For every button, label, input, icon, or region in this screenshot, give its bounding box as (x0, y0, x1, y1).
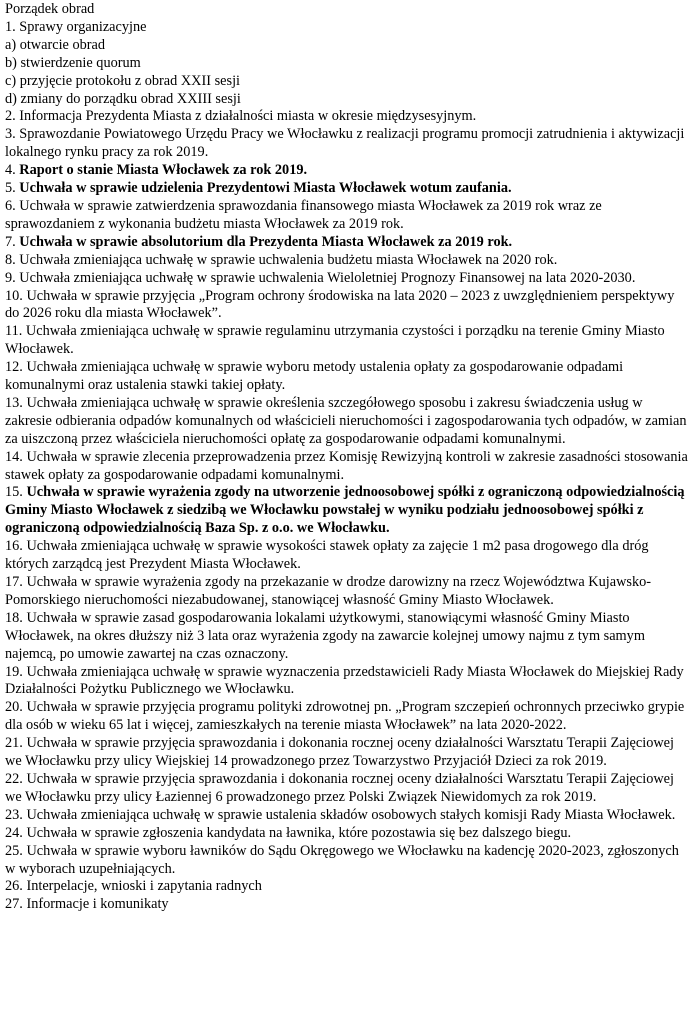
agenda-list (5, 19, 690, 914)
agenda-item (5, 73, 690, 91)
agenda-item-number: 3. (5, 126, 20, 143)
agenda-item-text: przyjęcie protokołu z obrad XXII sesji (19, 72, 241, 89)
agenda-item (5, 807, 690, 825)
agenda-item-number: 20. (5, 699, 27, 716)
agenda-item-number: d) (5, 90, 21, 107)
agenda-item-text: zmiany do porządku obrad XXIII sesji (20, 90, 241, 107)
agenda-item (5, 395, 690, 449)
agenda-item-number: 8. (5, 251, 20, 268)
agenda-item (5, 180, 690, 198)
agenda-item-text: Uchwała w sprawie zatwierdzenia sprawozdania finansowego miasta Włocławek za 2019 rok wraz ze sprawozdaniem z wykonania budżetu miasta Włocławek za 2019 rok. (5, 197, 602, 232)
agenda-item-text: Uchwała w sprawie absolutorium dla Prezydenta Miasta Włocławek za 2019 rok. (19, 233, 513, 250)
agenda-item (5, 878, 690, 896)
agenda-item (5, 825, 690, 843)
agenda-item-text: Sprawy organizacyjne (19, 18, 147, 35)
agenda-item-number: 7. (5, 233, 20, 250)
agenda-item-text: Uchwała zmieniająca uchwałę w sprawie uchwalenia budżetu miasta Włocławek na 2020 rok. (19, 251, 558, 268)
agenda-item (5, 484, 690, 538)
agenda-item-number: 12. (5, 359, 27, 376)
agenda-item (5, 108, 690, 126)
agenda-item (5, 162, 690, 180)
agenda-item (5, 664, 690, 700)
agenda-item (5, 323, 690, 359)
agenda-item-text: Uchwała w sprawie przyjęcia sprawozdania i dokonania rocznej oceny działalności Warsztatu Terapii Zajęciowej we Włocławku przy ulicy Łaziennej 6 prowadzonego przez Polski Związek Niewidomych za rok 2019. (5, 770, 675, 805)
agenda-item-text: Sprawozdanie Powiatowego Urzędu Pracy we Włocławku z realizacji programu promocji zatrudnienia i aktywizacji lokalnego rynku pracy za rok 2019. (5, 126, 685, 161)
agenda-item-text: Uchwała w sprawie zgłoszenia kandydata na ławnika, które pozostawia się bez dalszego biegu. (26, 824, 572, 841)
agenda-item-number: 11. (5, 323, 26, 340)
agenda-item-text: Uchwała zmieniająca uchwałę w sprawie regulaminu utrzymania czystości i porządku na terenie Gminy Miasto Włocławek. (5, 323, 665, 358)
agenda-item (5, 19, 690, 37)
agenda-item (5, 37, 690, 55)
agenda-item (5, 198, 690, 234)
agenda-item-text: Uchwała w sprawie zasad gospodarowania lokalami użytkowymi, stanowiącymi własność Gminy Miasto Włocławek, na okres dłuższy niż 3 lata oraz wyrażenia zgody na zawarcie kolejnej umowy najmu z tym samym najemcą, po umowie zawartej na czas oznaczony. (5, 609, 645, 662)
agenda-item-number: 15. (5, 484, 27, 501)
agenda-item (5, 126, 690, 162)
agenda-item (5, 843, 690, 879)
agenda-item-text: Informacja Prezydenta Miasta z działalności miasta w okresie międzysesyjnym. (19, 108, 477, 125)
agenda-item-number: 23. (5, 806, 27, 823)
agenda-item-text: Uchwała w sprawie przyjęcia programu polityki zdrowotnej pn. „Program szczepień ochronnych przeciwko grypie dla osób w wieku 65 lat i więcej, zamieszkałych na terenie miasta Włocławek” na lata 2020-2022. (5, 699, 685, 734)
agenda-item-text: Uchwała zmieniająca uchwałę w sprawie wyboru metody ustalenia opłaty za gospodarowanie odpadami komunalnymi oraz ustalenia stawki takiej opłaty. (5, 359, 624, 394)
agenda-item-number: 24. (5, 824, 27, 841)
agenda-item (5, 55, 690, 73)
agenda-item-number: 2. (5, 108, 20, 125)
agenda-item (5, 449, 690, 485)
agenda-item-number: b) (5, 54, 21, 71)
agenda-item (5, 252, 690, 270)
agenda-item-text: Interpelacje, wnioski i zapytania radnych (26, 878, 262, 895)
agenda-item-number: a) (5, 36, 20, 53)
agenda-item (5, 574, 690, 610)
agenda-item-number: 21. (5, 735, 27, 752)
agenda-item-text: Raport o stanie Miasta Włocławek za rok 2019. (19, 162, 308, 179)
agenda-item (5, 91, 690, 109)
agenda-item-number: 22. (5, 770, 27, 787)
agenda-item (5, 896, 690, 914)
agenda-item-number: 9. (5, 269, 20, 286)
agenda-item-number: 18. (5, 609, 27, 626)
agenda-item-text: Uchwała zmieniająca uchwałę w sprawie uchwalenia Wieloletniej Prognozy Finansowej na lata 2020-2030. (19, 269, 636, 286)
agenda-item-number: 14. (5, 448, 27, 465)
agenda-item-number: 27. (5, 896, 27, 913)
agenda-item-text: Uchwała w sprawie udzielenia Prezydentowi Miasta Włocławek wotum zaufania. (19, 180, 512, 197)
agenda-item (5, 699, 690, 735)
agenda-item-text: Informacje i komunikaty (26, 896, 169, 913)
agenda-item-number: 16. (5, 538, 27, 555)
agenda-item (5, 610, 690, 664)
agenda-item-text: Uchwała w sprawie wyrażenia zgody na utworzenie jednoosobowej spółki z ograniczoną odpowiedzialnością Gminy Miasto Włocławek z siedzibą we Włocławku powstałej w wyniku podziału jednoosobowej spółki z ograniczoną odpowiedzialnością Baza Sp. z o.o. we Włocławku. (5, 484, 685, 537)
agenda-item-number: 5. (5, 180, 20, 197)
agenda-item-text: Uchwała w sprawie przyjęcia sprawozdania i dokonania rocznej oceny działalności Warsztatu Terapii Zajęciowej we Włocławku przy ulicy Wiejskiej 14 prowadzonego przez Towarzystwo Przyjaciół Dzieci za rok 2019. (5, 735, 675, 770)
agenda-item-text: Uchwała zmieniająca uchwałę w sprawie wyznaczenia przedstawicieli Rady Miasta Włocławek do Miejskiej Rady Działalności Pożytku Publicznego we Włocławku. (5, 663, 684, 698)
agenda-item-text: otwarcie obrad (19, 36, 106, 53)
agenda-item-number: 25. (5, 842, 27, 859)
agenda-item-number: 13. (5, 394, 27, 411)
agenda-item (5, 270, 690, 288)
agenda-item (5, 771, 690, 807)
agenda-item-text: Uchwała w sprawie przyjęcia „Program ochrony środowiska na lata 2020 – 2023 z uwzględnieniem perspektywy do 2026 roku dla miasta Włocławek”. (5, 287, 675, 322)
agenda-item-text: Uchwała zmieniająca uchwałę w sprawie określenia szczegółowego sposobu i zakresu świadczenia usług w zakresie odbierania odpadów komunalnych od właścicieli nieruchomości i zagospodarowania tych odpadów, w zamian za uiszczoną przez właściciela nieruchomości opłatę za gospodarowanie odpadami komunalnymi. (5, 394, 687, 447)
agenda-title: Porządek obrad (5, 1, 95, 17)
agenda-item-text: Uchwała zmieniająca uchwałę w sprawie ustalenia składów osobowych stałych komisji Rady Miasta Włocławek. (26, 806, 676, 823)
agenda-item-number: c) (5, 72, 20, 89)
agenda-item-number: 17. (5, 574, 27, 590)
agenda-item-text: Uchwała w sprawie wyrażenia zgody na przekazanie w drodze darowizny na rzecz Województwa Kujawsko-Pomorskiego nieruchomości niezabudowanej, stanowiącej własność Gminy Miasto Włocławek. (5, 574, 652, 608)
agenda-item-number: 6. (5, 197, 20, 214)
agenda-item (5, 538, 690, 574)
agenda-item (5, 359, 690, 395)
agenda-item-text: Uchwała zmieniająca uchwałę w sprawie wysokości stawek opłaty za zajęcie 1 m2 pasa drogowego dla dróg których zarządcą jest Prezydent Miasta Włocławek. (5, 538, 649, 573)
agenda-item-number: 26. (5, 878, 27, 895)
agenda-item-number: 19. (5, 663, 27, 680)
agenda-item-number: 4. (5, 162, 20, 179)
agenda-item-number: 1. (5, 18, 20, 35)
agenda-item-text: stwierdzenie quorum (20, 54, 141, 71)
agenda-item-text: Uchwała w sprawie zlecenia przeprowadzenia przez Komisję Rewizyjną kontroli w zakresie zasadności stosowania stawek opłaty za gospodarowanie odpadami komunalnymi. (5, 448, 688, 483)
agenda-item-text: Uchwała w sprawie wyboru ławników do Sądu Okręgowego we Włocławku na kadencję 2020-2023, zgłoszonych w wyborach uzupełniających. (5, 842, 679, 877)
agenda-item-number: 10. (5, 287, 27, 304)
agenda-item (5, 288, 690, 324)
agenda-item (5, 735, 690, 771)
agenda-item (5, 234, 690, 252)
